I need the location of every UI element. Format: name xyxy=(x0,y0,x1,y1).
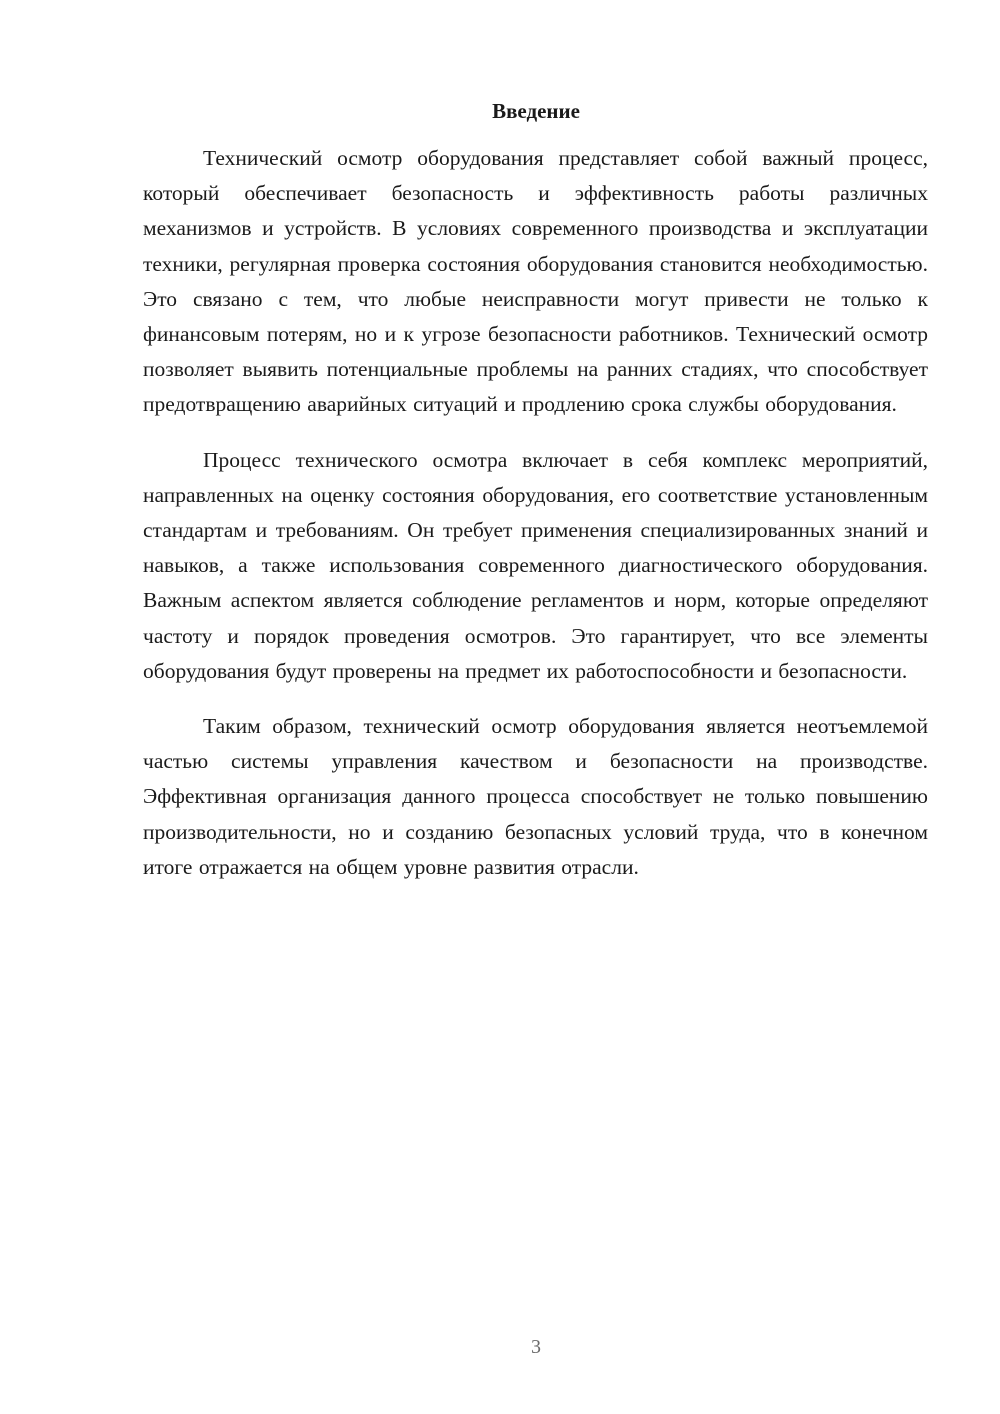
section-heading: Введение xyxy=(492,99,580,123)
body-text xyxy=(143,141,928,885)
paragraph-3: Таким образом, технический осмотр оборудования является неотъемлемой частью системы управления качеством и безопасности на производстве. Эффективная организация данного процесса способствует не только повышению производительности, но и созданию безопасных условий труда, что в конечном итоге отражается на общем уровне развития отрасли. xyxy=(143,714,928,879)
paragraph-2: Процесс технического осмотра включает в себя комплекс мероприятий, направленных на оценку состояния оборудования, его соответствие установленным стандартам и требованиям. Он требует применения специализированных знаний и навыков, а также использования современного диагностического оборудования. Важным аспектом является соблюдение регламентов и норм, которые определяют частоту и порядок проведения осмотров. Это гарантирует, что все элементы оборудования будут проверены на предмет их работоспособности и безопасности. xyxy=(143,447,928,683)
page-number: 3 xyxy=(531,1336,541,1358)
paragraph-1: Технический осмотр оборудования представляет собой важный процесс, который обеспечивает безопасность и эффективность работы различных механизмов и устройств. В условиях современного производства и эксплуатации техники, регулярная проверка состояния оборудования становится необходимостью. Это связано с тем, что любые неисправности могут привести не только к финансовым потерям, но и к угрозе безопасности работников. Технический осмотр позволяет выявить потенциальные проблемы на ранних стадиях, что способствует предотвращению аварийных ситуаций и продлению срока службы оборудования. xyxy=(143,146,928,417)
